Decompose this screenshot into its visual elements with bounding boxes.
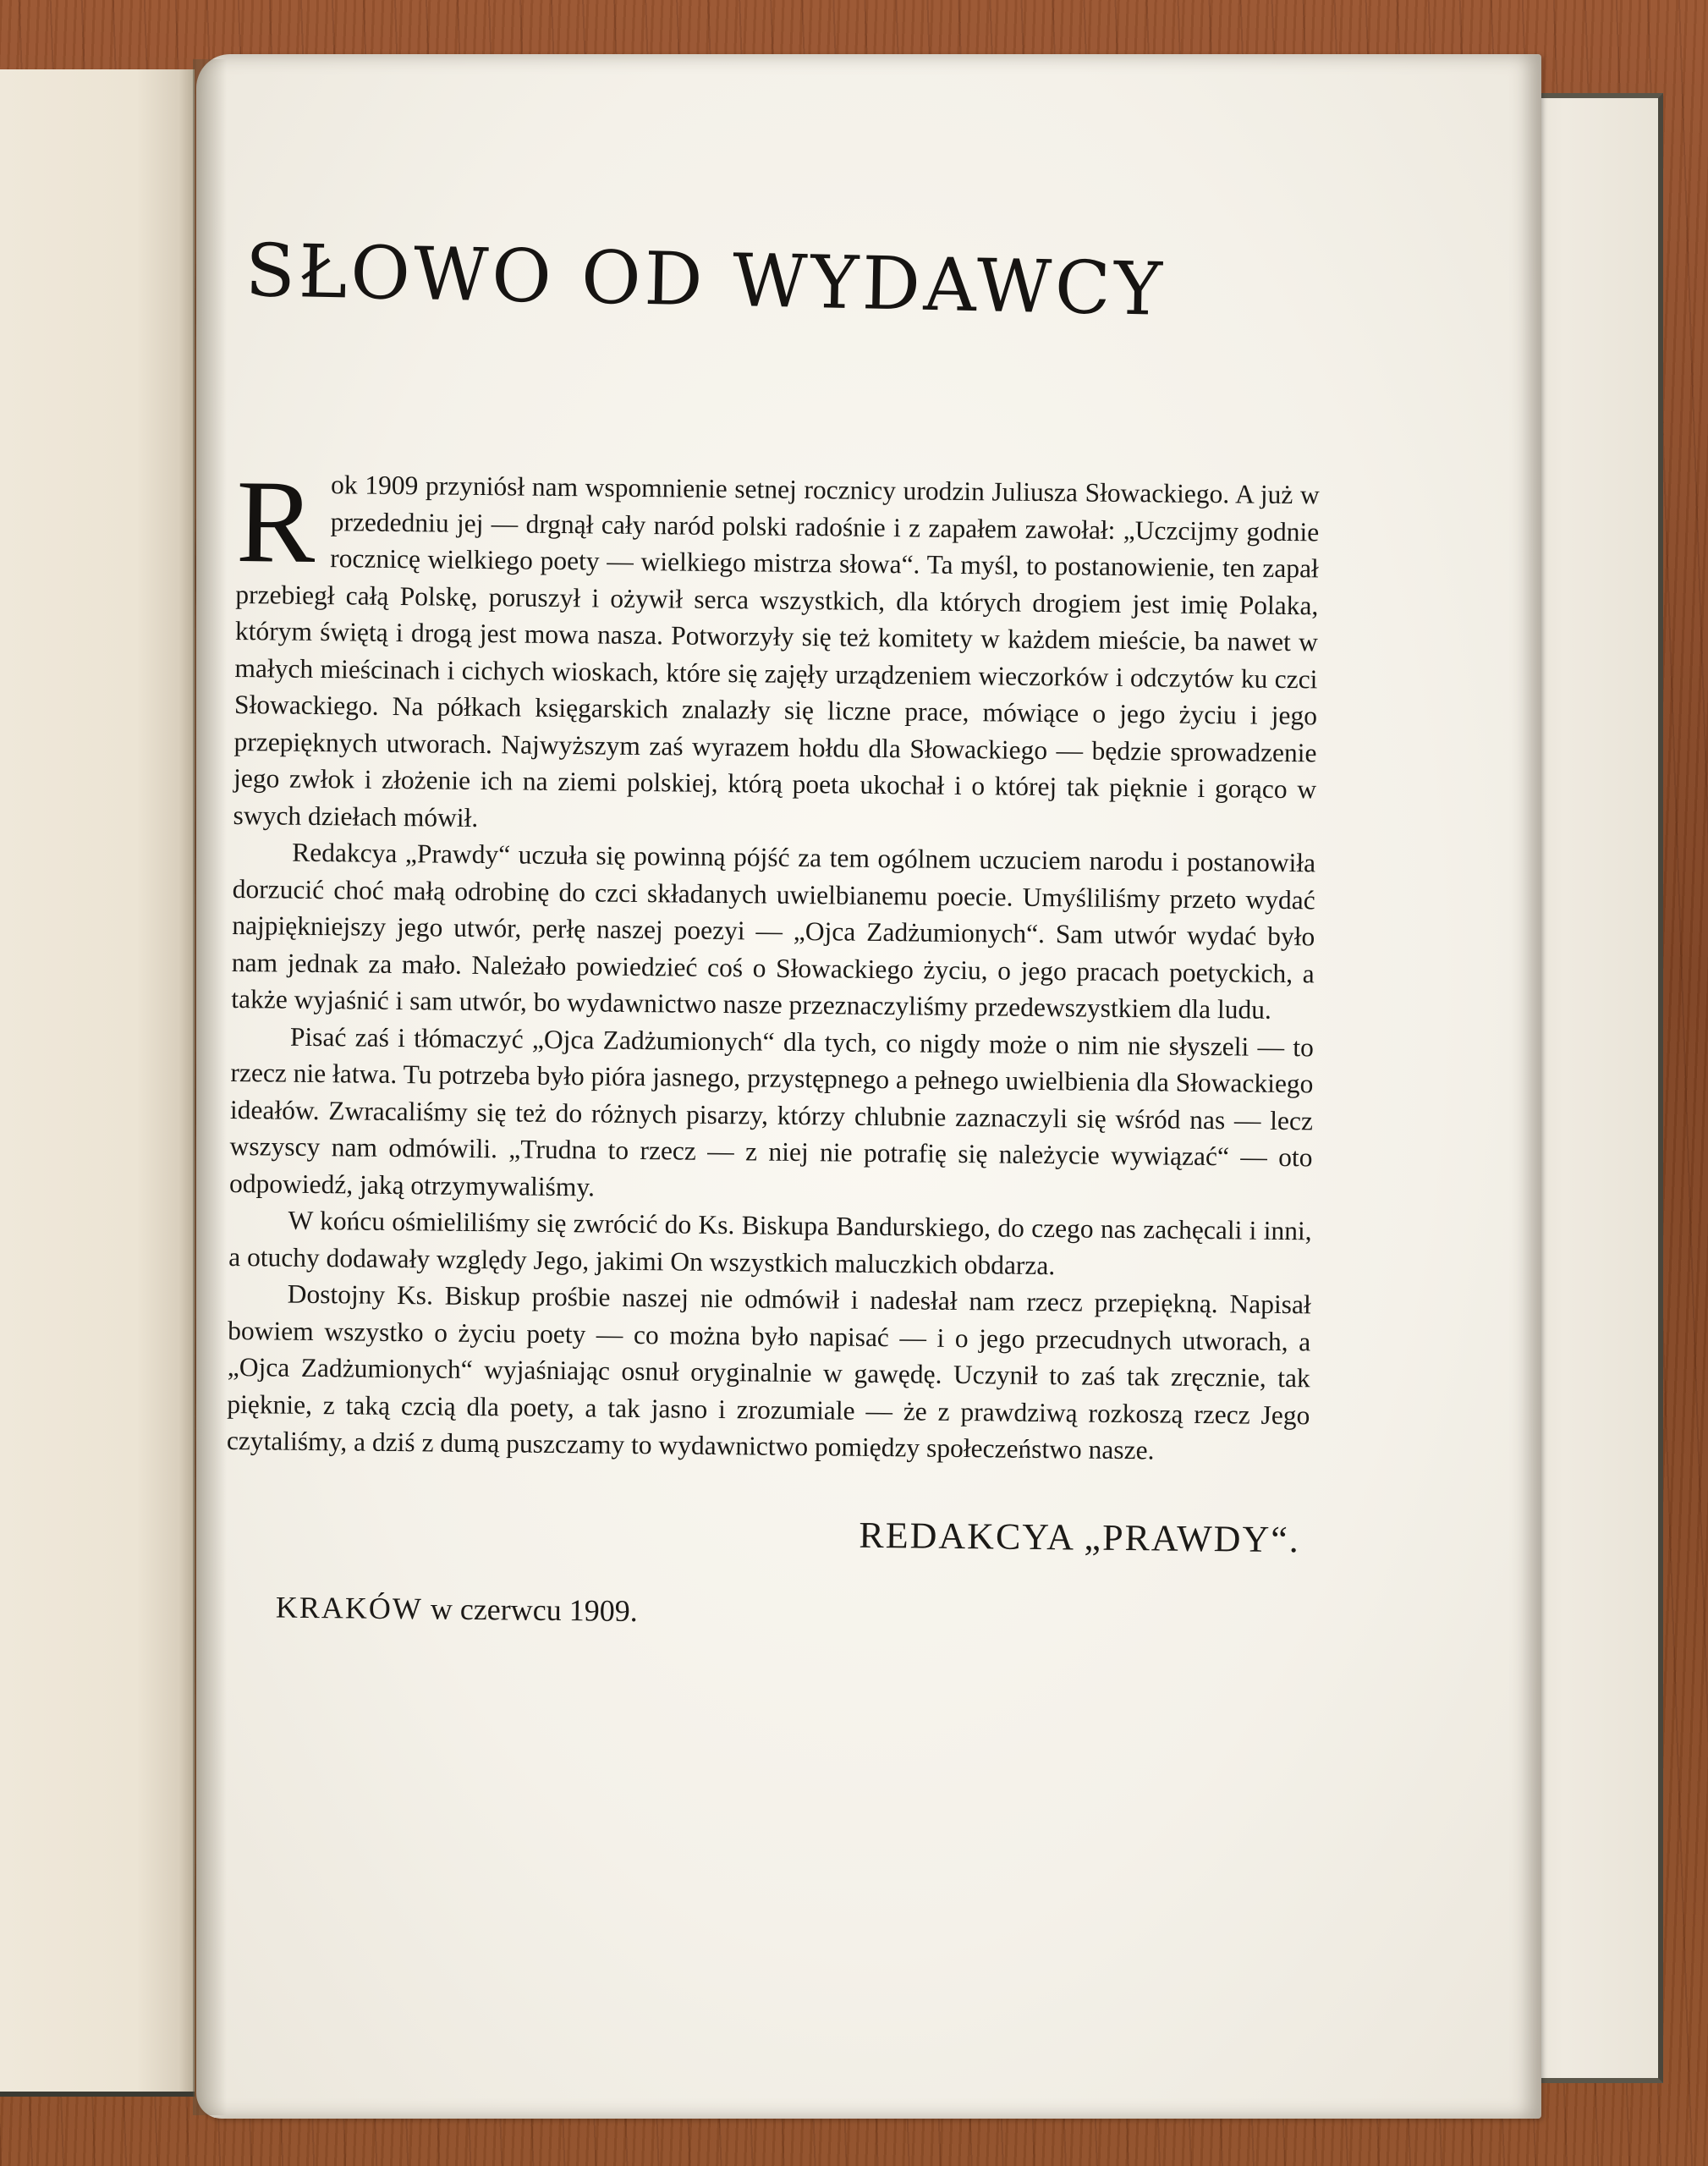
gutter-shadow: [193, 59, 227, 2115]
place-date: w czerwcu 1909.: [430, 1592, 638, 1629]
paragraph-3: Pisać zaś i tłómaczyć „Ojca Zadżumionych“ dla tych, co nigdy może o nim nie słyszeli — to rzecz nie łatwa. Tu potrzeba było pióra jasnego, przystępnego a pełnego uwielbienia dla Słowackiego ideałów. Zwracaliśmy się też do różnych pisarzy, którzy chlubnie zaznaczyli się wśród nas — lecz wszyscy nam odmówili. „Trudna to rzecz — z niej nie potrafię się należycie wywiązać“ — oto odpowiedź, jaką otrzymywaliśmy.: [228, 1021, 1315, 1201]
place-city: KRAKÓW: [275, 1590, 424, 1626]
book-right-edge: [1523, 93, 1663, 2083]
paragraph-4: W końcu ośmieliliśmy się zwrócić do Ks. Biskupa Bandurskiego, do czego nas zachęcali i inni, a otuchy dodawały względy Jego, jakimi On wszystkich maluczkich obdarza.: [228, 1205, 1312, 1280]
signature: REDAKCYA „PRAWDY“.: [859, 1514, 1301, 1560]
paragraph-1: [233, 456, 1320, 844]
page-content: [226, 228, 1320, 1629]
paragraph-1-text: ok 1909 przyniósł nam wspomnienie setnej rocznicy urodzin Juliusza Słowackiego. A już w przededniu jej — drgnął cały naród polski radośnie i z zapałem zawołał: „Uczcijmy godnie rocznicę wielkiego poety — wielkiego mistrza słowa“. Ta myśl, to postanowienie, ten zapał przebiegł całą Polskę, poruszył i ożywił serca wszystkich, dla których drogiem jest imię Polaka, którym świętą i drogą jest mowa nasza. Potworzyły się też komitety w każdem mieście, ba nawet w małych mieścinach i cichych wioskach, które się zajęły urządzeniem wieczorków i odczytów ku czci Słowackiego. Na półkach księgarskich znalazły się liczne prace, mówiące o jego życiu i jego przepięknych utworach. Najwyższym zaś wyrazem hołdu dla Słowackiego — będzie sprowadzenie jego zwłok i złożenie ich na ziemi polskiej, którą poeta ukochał i o której tak pięknie i gorąco w swych dziełach mówił.: [233, 470, 1320, 833]
page-title: SŁOWO OD WYDAWCY: [244, 228, 1167, 333]
paragraph-5: Dostojny Ks. Biskup prośbie naszej nie odmówił i nadesłał nam rzecz przepiękną. Napisał bowiem wszystko o życiu poety — co można było napisać — i o jego przecudnych utworach, a „Ojca Zadżumionych“ wyjaśniając osnuł oryginalnie w gawędę. Uczynił to zaś tak zręcznie, tak pięknie, z taką czcią dla poety, a tak jasno i zrozumiale — że z prawdziwą rozkoszą rzecz Jego czytaliśmy, a dziś z dumą puszczamy to wydawnictwo pomiędzy społeczeństwo nasze.: [226, 1278, 1311, 1465]
left-page-edge: [0, 69, 195, 2097]
drop-cap: R: [235, 456, 316, 588]
body-text: [225, 456, 1320, 1637]
paragraph-2: Redakcya „Prawdy“ uczuła się powinną pójść za tem ogólnem uczuciem narodu i postanowiła dorzucić choć małą odrobinę do czci składanych uwielbianemu poecie. Umyśliliśmy przeto wydać najpiękniejszy jego utwór, perłę naszej poezyi — „Ojca Zadżumionych“. Sam utwór wydać było nam jednak za mało. Należało powiedzieć coś o Słowackiego życiu, o jego pracach poetyckich, a także wyjaśnić i sam utwór, bo wydawnictwo nasze przeznaczyliśmy przedewszystkiem dla ludu.: [231, 837, 1316, 1025]
